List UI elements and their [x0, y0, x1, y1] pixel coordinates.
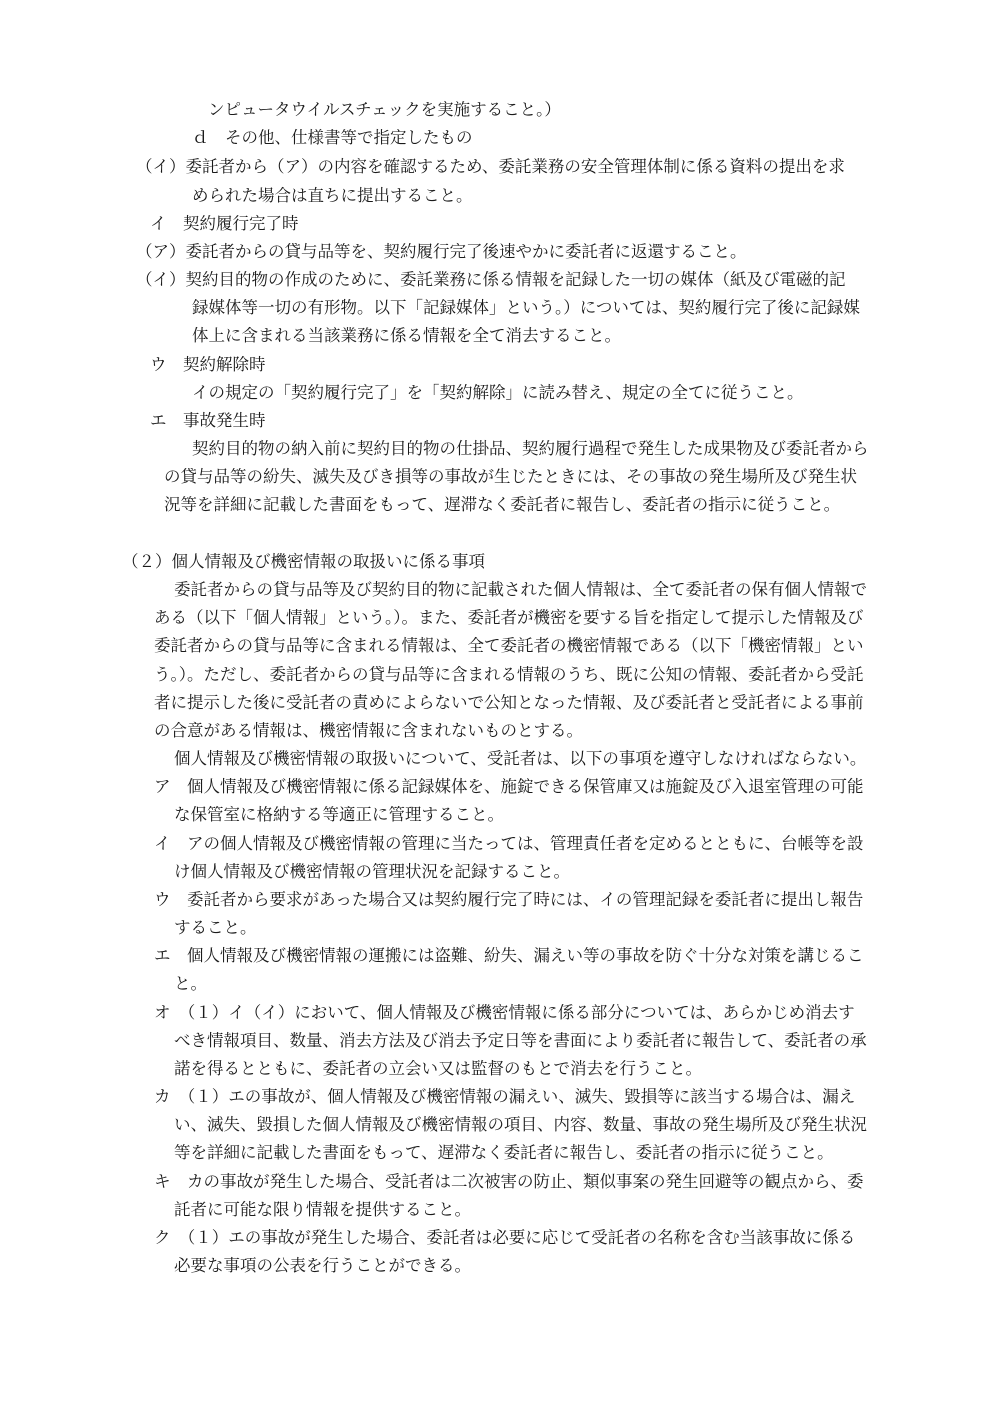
list-item-o: オ （１）イ（イ）において、個人情報及び機密情報に係る部分については、あらかじめ消去す — [154, 1003, 855, 1022]
text-line: う。）。ただし、委託者からの貸与品等に含まれる情報のうち、既に公知の情報、委託者から受託 — [154, 665, 864, 684]
section-heading-accident: エ 事故発生時 — [150, 411, 266, 430]
list-item-d: ｄ その他、仕様書等で指定したもの — [192, 128, 473, 147]
list-item-i: イ アの個人情報及び機密情報の管理に当たっては、管理責任者を定めるとともに、台帳等を設 — [154, 834, 864, 853]
text-line: 諾を得るとともに、委託者の立会い又は監督のもとで消去を行うこと。 — [174, 1059, 702, 1078]
text-line: 体上に含まれる当該業務に係る情報を全て消去すること。 — [192, 326, 621, 345]
list-item-a: ア 個人情報及び機密情報に係る記録媒体を、施錠できる保管庫又は施錠及び入退室管理の可能 — [154, 777, 864, 796]
text-line: 者に提示した後に受託者の責めによらないで公知となった情報、及び委託者と受託者による事前 — [154, 693, 864, 712]
list-item-ka: カ （１）エの事故が、個人情報及び機密情報の漏えい、滅失、毀損等に該当する場合は、漏え — [154, 1087, 856, 1106]
text-line: べき情報項目、数量、消去方法及び消去予定日等を書面により委託者に報告して、委託者の承 — [174, 1031, 867, 1050]
text-line: け個人情報及び機密情報の管理状況を記録すること。 — [174, 862, 570, 881]
section-heading-contract-cancellation: ウ 契約解除時 — [150, 355, 266, 374]
list-item-ki: キ カの事故が発生した場合、受託者は二次被害の防止、類似事案の発生回避等の観点から、委 — [154, 1172, 864, 1191]
text-line: すること。 — [174, 918, 257, 937]
list-item-e: エ 個人情報及び機密情報の運搬には盗難、紛失、漏えい等の事故を防ぐ十分な対策を講じるこ — [154, 946, 864, 965]
text-line: な保管室に格納する等適正に管理すること。 — [174, 805, 504, 824]
text-line: い、滅失、毀損した個人情報及び機密情報の項目、内容、数量、事故の発生場所及び発生状況 — [174, 1115, 867, 1134]
text-line: の貸与品等の紛失、滅失及びき損等の事故が生じたときには、その事故の発生場所及び発生状 — [164, 467, 857, 486]
text-line: イの規定の「契約履行完了」を「契約解除」に読み替え、規定の全てに従うこと。 — [192, 383, 804, 402]
text-line: 託者に可能な限り情報を提供すること。 — [174, 1200, 471, 1219]
text-line: の合意がある情報は、機密情報に含まれないものとする。 — [154, 721, 583, 740]
text-line: 必要な事項の公表を行うことができる。 — [174, 1256, 471, 1275]
text-line: ンピュータウイルスチェックを実施すること。） — [208, 100, 561, 119]
list-item-u: ウ 委託者から要求があった場合又は契約履行完了時には、イの管理記録を委託者に提出し報告 — [154, 890, 864, 909]
text-line: と。 — [174, 974, 207, 993]
text-line: 委託者からの貸与品等に含まれる情報は、全て委託者の機密情報である（以下「機密情報」とい — [154, 636, 864, 655]
text-line: 個人情報及び機密情報の取扱いについて、受託者は、以下の事項を遵守しなければならない。 — [174, 749, 867, 768]
list-item-i-paren: （イ）委託者から（ア）の内容を確認するため、委託業務の安全管理体制に係る資料の提出を求 — [136, 157, 845, 176]
list-item-ku: ク （１）エの事故が発生した場合、委託者は必要に応じて受託者の名称を含む当該事故に係る — [154, 1228, 856, 1247]
list-item-i-paren: （イ）契約目的物の作成のために、委託業務に係る情報を記録した一切の媒体（紙及び電磁的記 — [136, 270, 846, 289]
text-line: ある（以下「個人情報」という。）。また、委託者が機密を要する旨を指定して提示した情報及び — [154, 608, 864, 627]
list-item-a-paren: （ア）委託者からの貸与品等を、契約履行完了後速やかに委託者に返還すること。 — [136, 242, 747, 261]
text-line: められた場合は直ちに提出すること。 — [192, 186, 473, 205]
text-line: 等を詳細に記載した書面をもって、遅滞なく委託者に報告し、委託者の指示に従うこと。 — [174, 1143, 834, 1162]
section-heading-personal-info: （２）個人情報及び機密情報の取扱いに係る事項 — [122, 552, 485, 571]
text-line: 委託者からの貸与品等及び契約目的物に記載された個人情報は、全て委託者の保有個人情報で — [174, 580, 867, 599]
text-line: 況等を詳細に記載した書面をもって、遅滞なく委託者に報告し、委託者の指示に従うこと。 — [164, 495, 841, 514]
text-line: 録媒体等一切の有形物。以下「記録媒体」という。）については、契約履行完了後に記録媒 — [192, 298, 860, 317]
section-heading-contract-completion: イ 契約履行完了時 — [150, 214, 299, 233]
text-line: 契約目的物の納入前に契約目的物の仕掛品、契約履行過程で発生した成果物及び委託者から — [192, 439, 869, 458]
